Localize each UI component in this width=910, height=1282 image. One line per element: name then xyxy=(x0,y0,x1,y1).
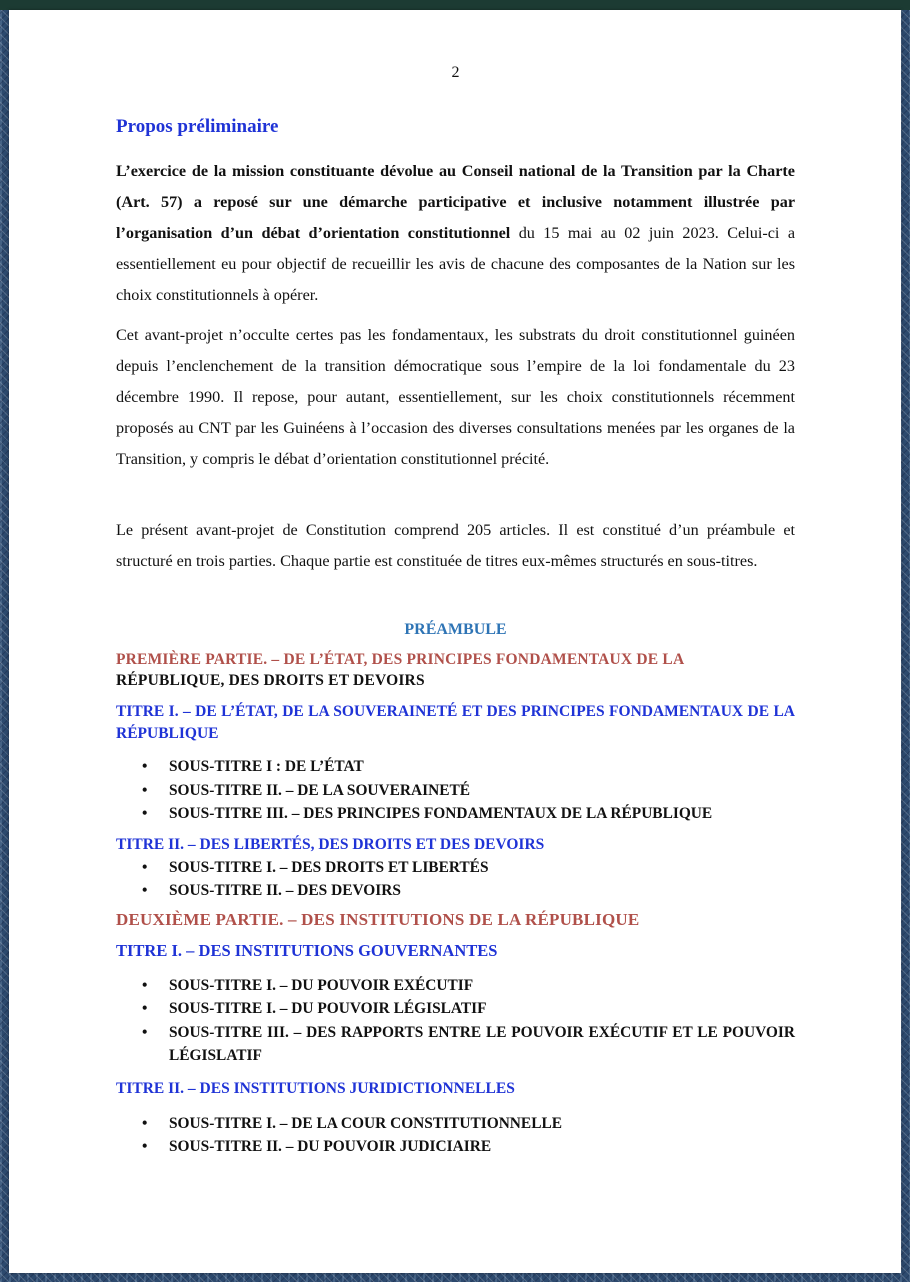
part-2-titre-2: TITRE II. – DES INSTITUTIONS JURIDICTIONNELLES xyxy=(116,1079,515,1097)
list-item: • SOUS-TITRE I : DE L’ÉTAT xyxy=(116,755,795,779)
part-2-heading: DEUXIÈME PARTIE. – DES INSTITUTIONS DE LA RÉPUBLIQUE xyxy=(116,909,640,929)
part-1-heading-dark: RÉPUBLIQUE, DES DROITS ET DEVOIRS xyxy=(116,672,425,689)
part-1-titre-1-list xyxy=(116,755,795,826)
bullet-icon: • xyxy=(142,1000,148,1017)
bullet-icon: • xyxy=(142,805,148,822)
part-1-titre-2-list xyxy=(116,856,795,903)
list-item: • SOUS-TITRE II. – DES DEVOIRS xyxy=(116,879,795,903)
page-number: 2 xyxy=(451,64,460,81)
list-item: • SOUS-TITRE II. – DU POUVOIR JUDICIAIRE xyxy=(116,1135,795,1159)
paragraph-1 xyxy=(116,156,795,311)
bullet-icon: • xyxy=(142,781,148,799)
part-2-titre-1: TITRE I. – DES INSTITUTIONS GOUVERNANTES xyxy=(116,940,498,960)
section-title: Propos préliminaire xyxy=(116,116,279,137)
paragraph-1-normal: du 15 mai au 02 juin 2023. Celui-ci a essentiellement eu pour objectif de recueillir les avis de chacune des composantes de la Nation sur les choix constitutionnels à opérer. xyxy=(116,224,795,304)
paragraph-3: Le présent avant-projet de Constitution comprend 205 articles. Il est constitué d’un préambule et structuré en trois parties. Chaque partie est constituée de titres eux-mêmes structurés en sous-titres. xyxy=(116,521,795,570)
list-item: • SOUS-TITRE I. – DE LA COUR CONSTITUTIONNELLE xyxy=(116,1112,795,1136)
part-1-titre-1: TITRE I. – DE L’ÉTAT, DE LA SOUVERAINETÉ ET DES PRINCIPES FONDAMENTAUX DE LA RÉPUBLIQUE xyxy=(116,703,795,742)
part-1-heading-red: PREMIÈRE PARTIE. – DE L’ÉTAT, DES PRINCIPES FONDAMENTAUX DE LA xyxy=(116,651,685,668)
bullet-icon: • xyxy=(142,758,148,775)
paragraph-1-bold: L’exercice de la mission constituante dévolue au Conseil national de la Transition par la Charte (Art. 57) a reposé sur une démarche participative et inclusive notamment illustrée par l’organisation d’un débat d’orientation constitutionnel xyxy=(116,162,795,242)
list-item: • SOUS-TITRE I. – DU POUVOIR LÉGISLATIF xyxy=(116,997,795,1021)
part-1-titre-2: TITRE II. – DES LIBERTÉS, DES DROITS ET DES DEVOIRS xyxy=(116,835,545,853)
list-item: • SOUS-TITRE II. – DE LA SOUVERAINETÉ xyxy=(116,779,795,803)
part-2-titre-2-list xyxy=(116,1112,795,1159)
list-item: • SOUS-TITRE III. – DES RAPPORTS ENTRE LE POUVOIR EXÉCUTIF ET LE POUVOIR LÉGISLATIF xyxy=(116,1021,795,1068)
preambule-heading: PRÉAMBULE xyxy=(404,621,507,638)
list-item: • SOUS-TITRE I. – DU POUVOIR EXÉCUTIF xyxy=(116,974,795,998)
document-page xyxy=(9,10,901,1273)
paragraph-2: Cet avant-projet n’occulte certes pas les fondamentaux, les substrats du droit constitutionnel guinéen depuis l’enclenchement de la transition démocratique sous l’empire de la loi fondamentale du 23 décembre 1990. Il repose, pour autant, essentiellement, sur les choix constitutionnels récemment proposés au CNT par les Guinéens à l’occasion des diverses consultations menées par les organes de la Transition, y compris le débat d’orientation constitutionnel précité. xyxy=(116,326,795,468)
part-2-titre-1-list xyxy=(116,974,795,1068)
bullet-icon: • xyxy=(142,1023,148,1041)
bullet-icon: • xyxy=(142,882,148,899)
bullet-icon: • xyxy=(142,1138,148,1155)
part-1-heading xyxy=(116,649,795,691)
bullet-icon: • xyxy=(142,858,148,876)
list-item: • SOUS-TITRE III. – DES PRINCIPES FONDAMENTAUX DE LA RÉPUBLIQUE xyxy=(116,802,795,826)
bullet-icon: • xyxy=(142,976,148,994)
constitution-outline xyxy=(116,621,795,1159)
bullet-icon: • xyxy=(142,1114,148,1132)
window-top-bar xyxy=(0,0,910,10)
list-item: • SOUS-TITRE I. – DES DROITS ET LIBERTÉS xyxy=(116,856,795,880)
